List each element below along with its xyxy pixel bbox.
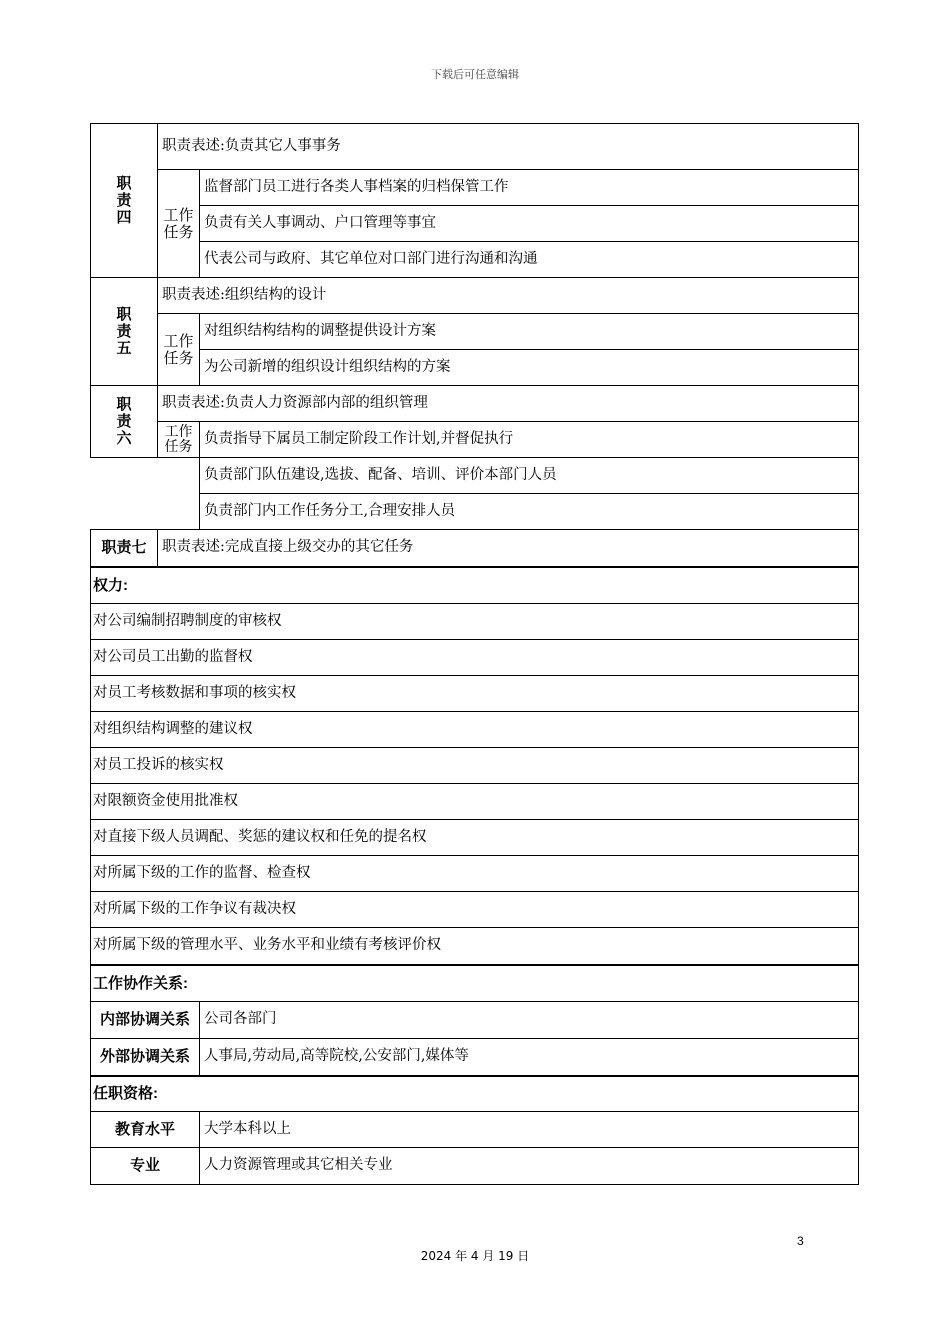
duty-6-description: 职责表述:负责人力资源部内部的组织管理 (157, 385, 859, 422)
header-note: 下载后可任意编辑 (431, 68, 519, 81)
duty-6-task: 负责指导下属员工制定阶段工作计划,并督促执行 (199, 421, 859, 458)
external-coordination-value: 人事局,劳动局,高等院校,公安部门,媒体等 (199, 1038, 859, 1076)
duty-7-description: 职责表述:完成直接上级交办的其它任务 (157, 529, 859, 567)
duty-4-task-label: 工作 任务 (157, 169, 200, 278)
duty-4-task: 负责有关人事调动、户口管理等事宜 (199, 205, 859, 242)
authority-item: 对限额资金使用批准权 (90, 783, 859, 820)
authority-title: 权力: (90, 566, 859, 604)
duty-4-label: 职 责 四 (90, 123, 158, 278)
duty-6-task: 负责部门内工作任务分工,合理安排人员 (199, 493, 859, 530)
major-label: 专业 (90, 1147, 200, 1185)
duty-5-task-label: 工作 任务 (157, 313, 200, 386)
authority-item: 对直接下级人员调配、奖惩的建议权和任免的提名权 (90, 819, 859, 856)
duty-5-description: 职责表述:组织结构的设计 (157, 277, 859, 314)
major-value: 人力资源管理或其它相关专业 (199, 1147, 859, 1185)
education-value: 大学本科以上 (199, 1111, 859, 1148)
duty-6-task-label: 工作 任务 (157, 421, 200, 458)
authority-item: 对公司编制招聘制度的审核权 (90, 603, 859, 640)
authority-item: 对员工投诉的核实权 (90, 747, 859, 784)
duty-4-task: 监督部门员工进行各类人事档案的归档保管工作 (199, 169, 859, 206)
cooperation-title: 工作协作关系: (90, 964, 859, 1002)
education-label: 教育水平 (90, 1111, 200, 1148)
duty-5-label: 职 责 五 (90, 277, 158, 386)
internal-coordination-value: 公司各部门 (199, 1001, 859, 1039)
duty-6-task: 负责部门队伍建设,选拔、配备、培训、评价本部门人员 (199, 457, 859, 494)
footer-date: 2024 年 4 月 19 日 (420, 1249, 530, 1263)
internal-coordination-label: 内部协调关系 (90, 1001, 200, 1039)
duty-4-description: 职责表述:负责其它人事事务 (157, 123, 859, 170)
page-number: 3 (797, 1234, 804, 1248)
authority-item: 对组织结构调整的建议权 (90, 711, 859, 748)
authority-item: 对员工考核数据和事项的核实权 (90, 675, 859, 712)
duty-7-label: 职责七 (90, 529, 158, 567)
external-coordination-label: 外部协调关系 (90, 1038, 200, 1076)
authority-item: 对所属下级的管理水平、业务水平和业绩有考核评价权 (90, 927, 859, 965)
qualification-title: 任职资格: (90, 1075, 859, 1112)
job-description-table (91, 124, 860, 1186)
authority-item: 对所属下级的工作争议有裁决权 (90, 891, 859, 928)
duty-5-task: 为公司新增的组织设计组织结构的方案 (199, 349, 859, 386)
authority-item: 对公司员工出勤的监督权 (90, 639, 859, 676)
authority-item: 对所属下级的工作的监督、检查权 (90, 855, 859, 892)
duty-5-task: 对组织结构结构的调整提供设计方案 (199, 313, 859, 350)
duty-6-label: 职 责 六 (90, 385, 158, 458)
duty-4-task: 代表公司与政府、其它单位对口部门进行沟通和沟通 (199, 241, 859, 278)
